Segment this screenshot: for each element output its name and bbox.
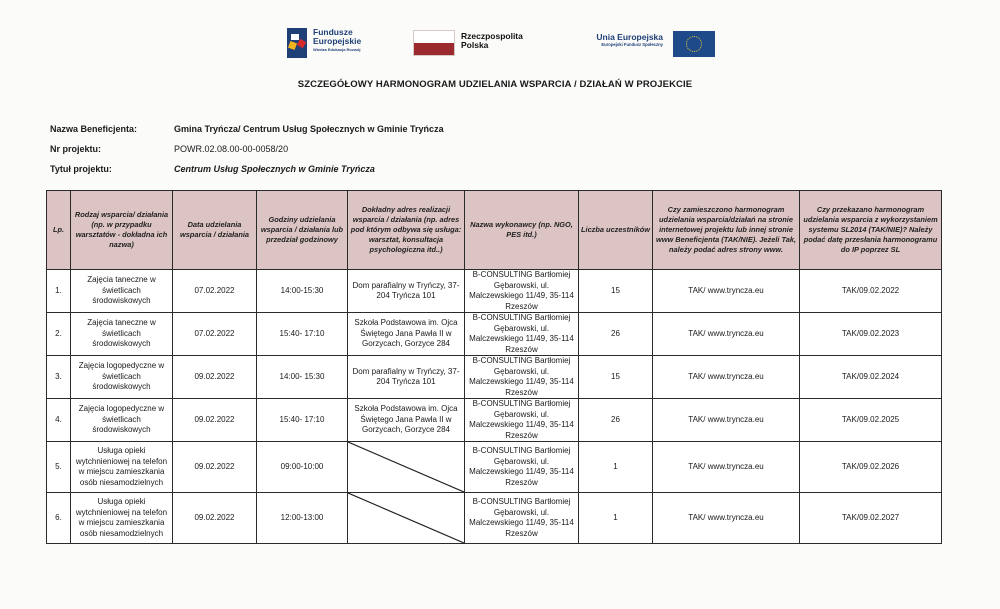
cell-www-published: TAK/ www.tryncza.eu bbox=[653, 493, 800, 544]
diagonal-strike-line bbox=[348, 442, 464, 492]
cell-date: 07.02.2022 bbox=[173, 270, 257, 313]
cell-support-type: Zajęcia taneczne w świetlicach środowiskowych bbox=[71, 313, 173, 356]
cell-sl2014-sent: TAK/09.02.2025 bbox=[800, 399, 942, 442]
cell-address: Szkoła Podstawowa im. Ojca Świętego Jana Pawła II w Gorzycach, Gorzyce 284 bbox=[348, 313, 465, 356]
cell-date: 09.02.2022 bbox=[173, 493, 257, 544]
cell-participants: 15 bbox=[579, 270, 653, 313]
unia-title: Unia Europejska bbox=[596, 32, 663, 42]
cell-sl2014-sent: TAK/09.02.2026 bbox=[800, 442, 942, 493]
eu-flag-icon bbox=[673, 31, 715, 57]
cell-lp: 4. bbox=[47, 399, 71, 442]
meta-value: POWR.02.08.00-00-0058/20 bbox=[174, 144, 289, 154]
cell-address-crossed-out bbox=[348, 442, 465, 493]
cell-address: Dom parafialny w Tryńczy, 37-204 Tryńcza 101 bbox=[348, 356, 465, 399]
header-date: Data udzielania wsparcia / działania bbox=[173, 191, 257, 270]
polish-flag-icon bbox=[413, 30, 455, 56]
cell-address: Dom parafialny w Tryńczy, 37-204 Tryńcza 101 bbox=[348, 270, 465, 313]
header-sl2014-sent: Czy przekazano harmonogram udzielania wsparcia z wykorzystaniem systemu SL2014 (TAK/NIE)? Należy podać datę przesłania harmonogramu do IP poprzez SL bbox=[800, 191, 942, 270]
meta-value: Centrum Usług Społecznych w Gminie Tryńcza bbox=[174, 164, 375, 174]
cell-date: 09.02.2022 bbox=[173, 356, 257, 399]
fundusze-title-2: Europejskie bbox=[313, 36, 362, 46]
table-row bbox=[47, 442, 942, 493]
cell-contractor: B-CONSULTING Bartłomiej Gębarowski, ul. Malczewskiego 11/49, 35-114 Rzeszów bbox=[465, 442, 579, 493]
cell-participants: 1 bbox=[579, 493, 653, 544]
cell-www-published: TAK/ www.tryncza.eu bbox=[653, 442, 800, 493]
header-participants: Liczba uczestników bbox=[579, 191, 653, 270]
cell-date: 09.02.2022 bbox=[173, 399, 257, 442]
header-address: Dokładny adres realizacji wsparcia / działania (np. adres pod którym odbywa się usługa: warsztat, konsultacja psychologiczna itd..) bbox=[348, 191, 465, 270]
cell-hours: 15:40- 17:10 bbox=[257, 313, 348, 356]
cell-support-type: Usługa opieki wytchnieniowej na telefon w miejscu zamieszkania osób niesamodzielnych bbox=[71, 493, 173, 544]
document-title: SZCZEGÓŁOWY HARMONOGRAM UDZIELANIA WSPARCIA / DZIAŁAŃ W PROJEKCIE bbox=[297, 79, 693, 90]
diagonal-strike-line bbox=[348, 493, 464, 543]
cell-participants: 15 bbox=[579, 356, 653, 399]
header-contractor: Nazwa wykonawcy (np. NGO, PES itd.) bbox=[465, 191, 579, 270]
cell-lp: 1. bbox=[47, 270, 71, 313]
fundusze-subtitle: Wiedza Edukacja Rozwój bbox=[313, 47, 361, 52]
cell-support-type: Zajęcia logopedyczne w świetlicach środowiskowych bbox=[71, 356, 173, 399]
cell-hours: 15:40- 17:10 bbox=[257, 399, 348, 442]
cell-date: 09.02.2022 bbox=[173, 442, 257, 493]
cell-address-crossed-out bbox=[348, 493, 465, 544]
logo-bar bbox=[285, 26, 725, 62]
cell-www-published: TAK/ www.tryncza.eu bbox=[653, 313, 800, 356]
rzeczpospolita-title-1: Rzeczpospolita bbox=[461, 31, 523, 41]
fundusze-title-1: Fundusze bbox=[313, 27, 353, 37]
meta-value: Gmina Tryńcza/ Centrum Usług Społecznych w Gminie Tryńcza bbox=[174, 124, 444, 134]
cell-support-type: Zajęcia logopedyczne w świetlicach środowiskowych bbox=[71, 399, 173, 442]
fundusze-europejskie-logo bbox=[285, 26, 395, 62]
cell-sl2014-sent: TAK/09.02.2024 bbox=[800, 356, 942, 399]
table-row bbox=[47, 356, 942, 399]
meta-label: Nr projektu: bbox=[50, 144, 102, 154]
cell-www-published: TAK/ www.tryncza.eu bbox=[653, 399, 800, 442]
unia-subtitle: Europejski Fundusz Społeczny bbox=[601, 42, 663, 47]
table-row bbox=[47, 493, 942, 544]
cell-date: 07.02.2022 bbox=[173, 313, 257, 356]
cell-lp: 6. bbox=[47, 493, 71, 544]
cell-www-published: TAK/ www.tryncza.eu bbox=[653, 270, 800, 313]
fundusze-europejskie-logo-icon bbox=[287, 28, 307, 58]
cell-support-type: Zajęcia taneczne w świetlicach środowiskowych bbox=[71, 270, 173, 313]
cell-sl2014-sent: TAK/09.02.2023 bbox=[800, 313, 942, 356]
cell-lp: 3. bbox=[47, 356, 71, 399]
unia-europejska-logo bbox=[575, 26, 725, 62]
header-hours: Godziny udzielania wsparcia / działania lub przedział godzinowy bbox=[257, 191, 348, 270]
cell-contractor: B-CONSULTING Bartłomiej Gębarowski, ul. Malczewskiego 11/49, 35-114 Rzeszów bbox=[465, 493, 579, 544]
cell-hours: 14:00- 15:30 bbox=[257, 356, 348, 399]
table-row bbox=[47, 313, 942, 356]
table-header-row bbox=[47, 191, 942, 270]
cell-contractor: B-CONSULTING Bartłomiej Gębarowski, ul. Malczewskiego 11/49, 35-114 Rzeszów bbox=[465, 270, 579, 313]
cell-participants: 26 bbox=[579, 313, 653, 356]
cell-participants: 1 bbox=[579, 442, 653, 493]
cell-hours: 14:00-15:30 bbox=[257, 270, 348, 313]
cell-www-published: TAK/ www.tryncza.eu bbox=[653, 356, 800, 399]
cell-sl2014-sent: TAK/09.02.2027 bbox=[800, 493, 942, 544]
rzeczpospolita-title-2: Polska bbox=[461, 40, 489, 50]
meta-label: Tytuł projektu: bbox=[50, 164, 112, 174]
header-www-published: Czy zamieszczono harmonogram udzielania wsparcia/działań na stronie internetowej projektu lub innej stronie www Beneficjenta (TAK/NIE). Jeżeli Tak, należy podać adres strony www. bbox=[653, 191, 800, 270]
header-support-type: Rodzaj wsparcia/ działania (np. w przypadku warsztatów - dokładna ich nazwa) bbox=[71, 191, 173, 270]
cell-hours: 09:00-10:00 bbox=[257, 442, 348, 493]
cell-address: Szkoła Podstawowa im. Ojca Świętego Jana Pawła II w Gorzycach, Gorzyce 284 bbox=[348, 399, 465, 442]
cell-contractor: B-CONSULTING Bartłomiej Gębarowski, ul. Malczewskiego 11/49, 35-114 Rzeszów bbox=[465, 356, 579, 399]
cell-sl2014-sent: TAK/09.02.2022 bbox=[800, 270, 942, 313]
schedule-table bbox=[46, 190, 942, 544]
meta-label: Nazwa Beneficjenta: bbox=[50, 124, 138, 134]
table-row bbox=[47, 270, 942, 313]
cell-participants: 26 bbox=[579, 399, 653, 442]
cell-contractor: B-CONSULTING Bartłomiej Gębarowski, ul. Malczewskiego 11/49, 35-114 Rzeszów bbox=[465, 399, 579, 442]
table-row bbox=[47, 399, 942, 442]
cell-support-type: Usługa opieki wytchnieniowej na telefon w miejscu zamieszkania osób niesamodzielnych bbox=[71, 442, 173, 493]
cell-lp: 5. bbox=[47, 442, 71, 493]
cell-lp: 2. bbox=[47, 313, 71, 356]
header-lp: Lp. bbox=[47, 191, 71, 270]
rzeczpospolita-logo bbox=[413, 26, 538, 62]
cell-hours: 12:00-13:00 bbox=[257, 493, 348, 544]
cell-contractor: B-CONSULTING Bartłomiej Gębarowski, ul. Malczewskiego 11/49, 35-114 Rzeszów bbox=[465, 313, 579, 356]
